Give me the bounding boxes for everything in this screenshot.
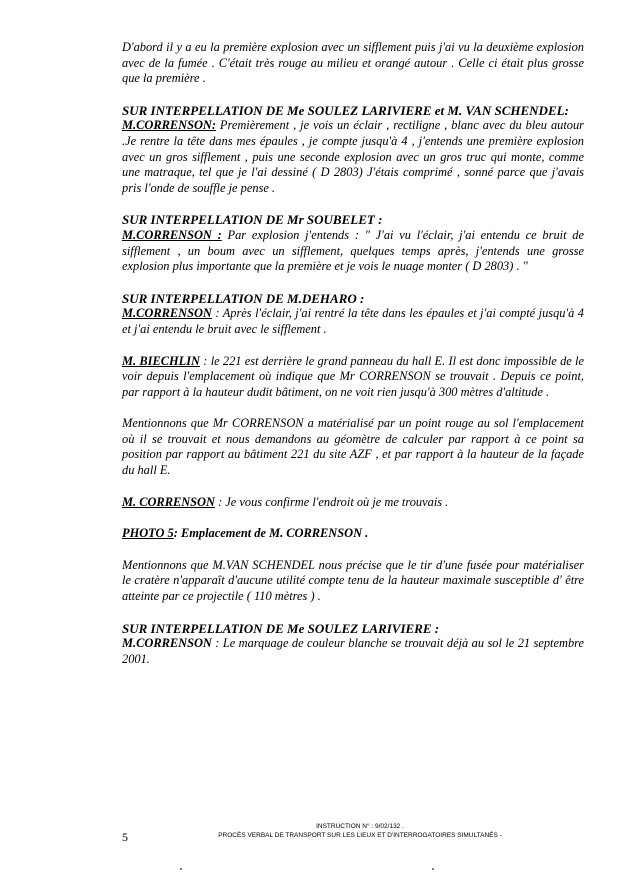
speaker-label: M. BIECHLIN [122,353,200,368]
section-heading: SUR INTERPELLATION DE Me SOULEZ LARIVIERE et M. VAN SCHENDEL: [122,102,569,118]
paragraph-interpellation-deharo [122,291,584,338]
statement-text: Par explosion j'entends : " J'ai vu l'éclair, j'ai entendu ce bruit de sifflement , un boum avec un sifflement, quelques temps après, j'entends une grosse explosion plus importante que la première et je vois le nuage monter ( D 2803) . " [122,227,584,274]
section-heading: SUR INTERPELLATION DE Mr SOUBELET : [122,212,383,228]
statement-text: Premièrement , je vois un éclair , rectiligne , blanc avec du bleu autour .Je rentre la tête dans mes épaules , je compte jusqu'à 4 , j'entends une première explosion avec un gros sifflement , puis une seconde explosion avec un gros truc qui monte, comme une matraque, tel que je l'ai dessiné ( D 2803) J'étais comprimé , sonné parce que j'avais pris l'onde de souffle je pense . [122,118,584,195]
photo-label: PHOTO 5 [122,526,174,541]
document-body [122,40,584,683]
paragraph-correnson-confirmation [122,495,584,511]
statement-text: : Après l'éclair, j'ai rentré la tête dans les épaules et j'ai compté jusqu'à 4 et j'ai entendu le bruit avec le sifflement . [122,306,584,336]
paragraph-rocket-mention: Mentionnons que M.VAN SCHENDEL nous précise que le tir d'une fusée pour matérialiser le cratère n'apparaît d'aucune utilité compte tenu de la hauteur maximale susceptible d' être atteinte par ce projectile ( 110 mètres ) . [122,557,584,604]
scan-speck [432,868,434,870]
scan-speck [180,868,182,870]
page-footer [130,822,590,840]
footer-instruction-number: INSTRUCTION N° : 9/02/132 . [316,823,404,830]
speaker-label: M.CORRENSON: [122,118,216,133]
paragraph-interpellation-soulez-vanschendel [122,103,584,197]
speaker-label: M. CORRENSON [122,494,215,509]
speaker-label: M.CORRENSON : [122,227,222,242]
section-heading: SUR INTERPELLATION DE M.DEHARO : [122,290,365,306]
section-heading: SUR INTERPELLATION DE Me SOULEZ LARIVIERE : [122,620,440,636]
paragraph-explosion-description: D'abord il y a eu la première explosion avec un sifflement puis j'ai vu la deuxième explosion avec de la fumée . C'était très rouge au milieu et orangé autour . Celle ci était plus grosse que la première . [122,40,584,86]
statement-text: : Le marquage de couleur blanche se trouvait déjà au sol le 21 septembre 2001. [122,636,584,666]
photo-title: : Emplacement de M. CORRENSON . [173,526,369,541]
paragraph-red-point-mention: Mentionnons que Mr CORRENSON a matérialisé par un point rouge au sol l'emplacement où il se trouvait et nous demandons au géomètre de calculer par rapport à ce point sa position par rapport au bâtiment 221 du site AZF , et par rapport à la hauteur de la façade du hall E. [122,416,584,478]
paragraph-photo-caption [122,526,584,542]
paragraph-biechlin-statement [122,354,584,401]
paragraph-interpellation-soubelet [122,212,584,274]
statement-text: : Je vous confirme l'endroit où je me trouvais . [214,494,449,509]
paragraph-interpellation-soulez [122,621,584,668]
page-number: 5 [122,830,128,844]
speaker-label: M.CORRENSON [122,636,212,651]
speaker-label: M.CORRENSON [122,306,212,321]
footer-document-title: PROCÈS VERBAL DE TRANSPORT SUR LES LIEUX ET D'INTERROGATOIRES SIMULTANÉS - [218,832,502,839]
statement-text: : le 221 est derrière le grand panneau du hall E. Il est donc impossible de le voir depuis l'emplacement où indique que Mr CORRENSON se trouvait . Depuis ce point, par rapport à la hauteur dudit bâtiment, on ne voit rien jusqu'à 300 mètres d'altitude . [122,353,584,399]
